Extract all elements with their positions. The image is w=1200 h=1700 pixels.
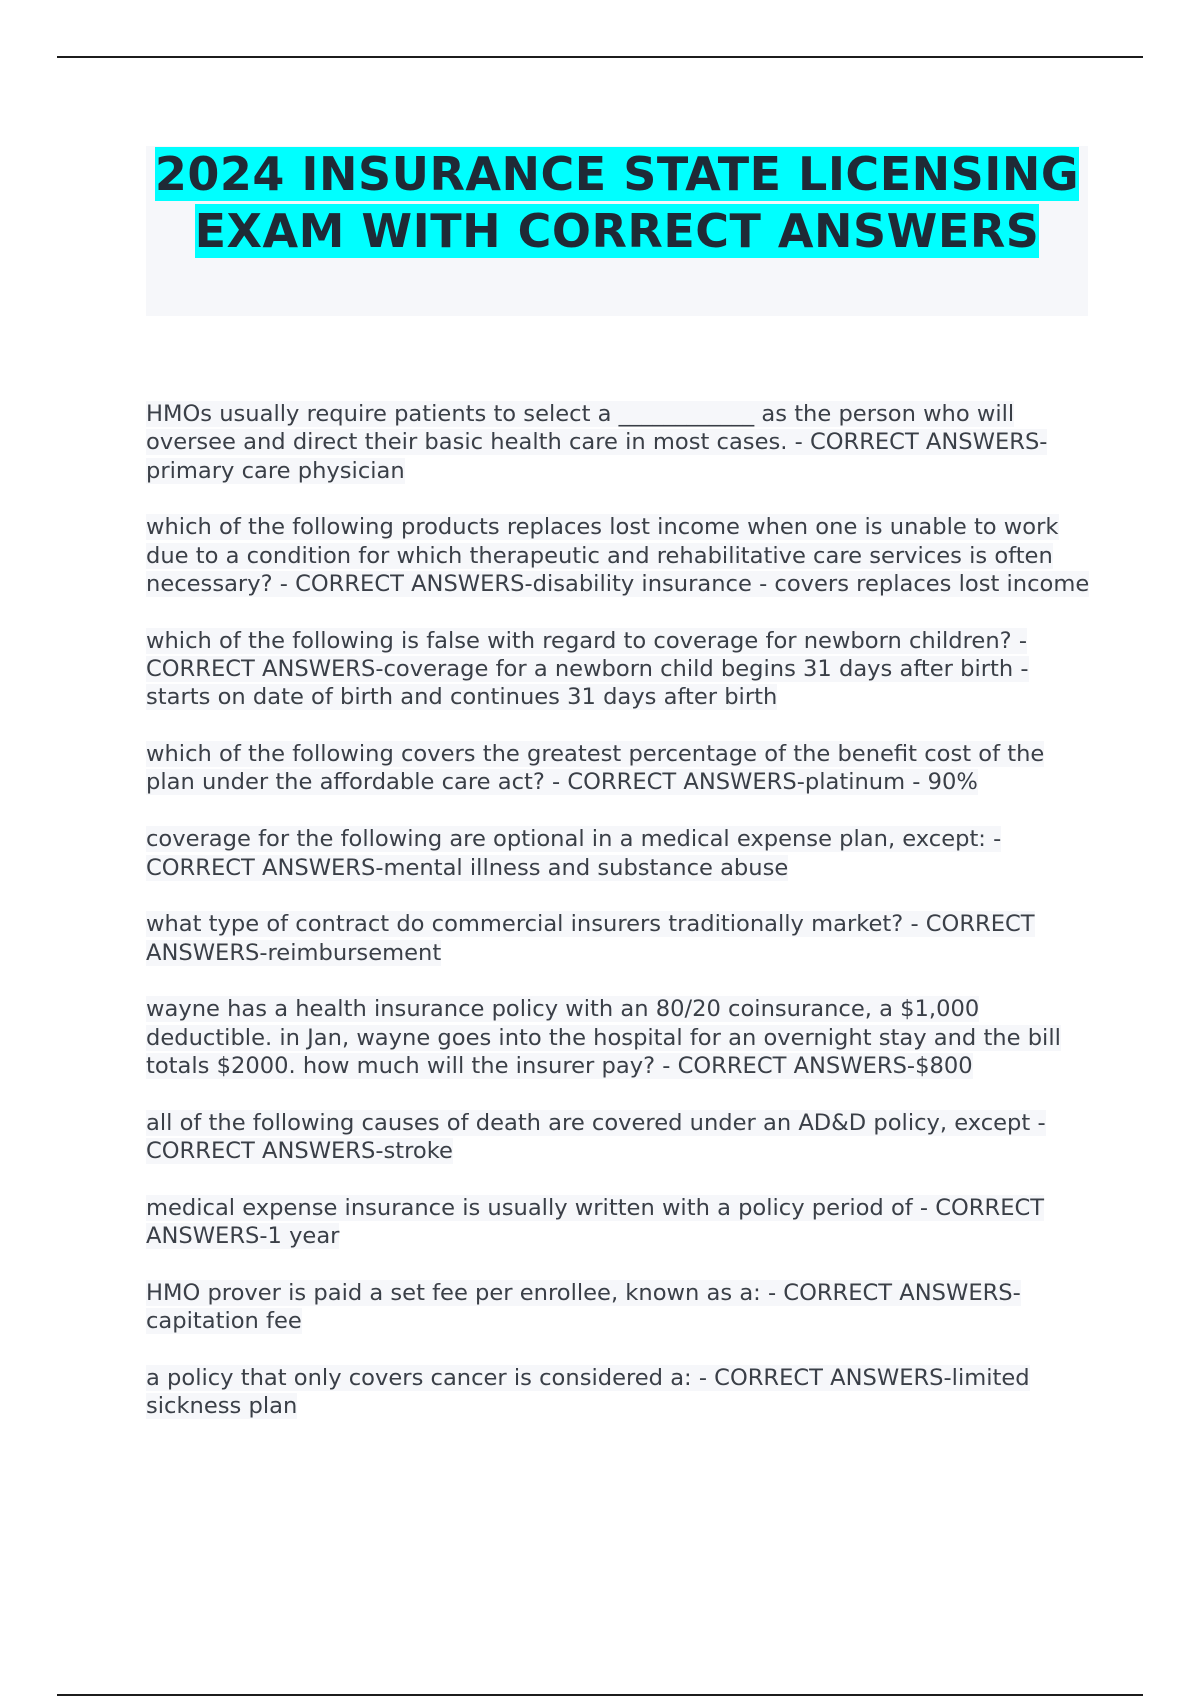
qa-item — [146, 400, 1096, 485]
question-list — [146, 400, 1096, 1449]
title-block — [146, 146, 1088, 316]
qa-item — [146, 740, 1096, 797]
qa-text: what type of contract do commercial insurers traditionally market? - CORRECT ANSWERS-reimbursement — [146, 911, 1035, 966]
qa-item — [146, 1194, 1096, 1251]
qa-text: medical expense insurance is usually written with a policy period of - CORRECT ANSWERS-1 year — [146, 1194, 1045, 1250]
qa-item — [146, 627, 1096, 712]
qa-text: which of the following is false with regard to coverage for newborn children? - CORRECT ANSWERS-coverage for a newborn child begins 31 days after birth - starts on date of birth and continues 31 days after birth — [146, 627, 1029, 711]
qa-item — [146, 995, 1096, 1080]
qa-text: which of the following products replaces lost income when one is unable to work due to a condition for which therapeutic and rehabilitative care services is often necessary? - CORRECT ANSWERS-disability insurance - covers replaces lost income — [146, 514, 1090, 597]
qa-text: wayne has a health insurance policy with an 80/20 coinsurance, a $1,000 deductible. in Jan, wayne goes into the hospital for an overnight stay and the bill totals $2000. how much will the insurer pay? - CORRECT ANSWERS-$800 — [146, 996, 1061, 1080]
qa-text: HMO prover is paid a set fee per enrollee, known as a: - CORRECT ANSWERS-capitation fee — [146, 1280, 1021, 1335]
qa-item — [146, 1279, 1096, 1336]
top-rule — [57, 56, 1143, 58]
qa-item — [146, 1364, 1096, 1421]
qa-text: HMOs usually require patients to select a ____________ as the person who will oversee and direct their basic health care in most cases. - CORRECT ANSWERS-primary care physician — [146, 401, 1048, 484]
qa-item — [146, 825, 1096, 882]
qa-item — [146, 910, 1096, 967]
bottom-rule — [57, 1694, 1143, 1696]
document-title: 2024 INSURANCE STATE LICENSING EXAM WITH CORRECT ANSWERS — [154, 147, 1080, 258]
qa-text: which of the following covers the greatest percentage of the benefit cost of the plan under the affordable care act? - CORRECT ANSWERS-platinum - 90% — [146, 741, 1045, 796]
qa-item — [146, 513, 1096, 598]
qa-text: all of the following causes of death are covered under an AD&D policy, except - CORRECT ANSWERS-stroke — [146, 1109, 1046, 1165]
qa-text: a policy that only covers cancer is considered a: - CORRECT ANSWERS-limited sickness plan — [146, 1365, 1030, 1420]
qa-item — [146, 1109, 1096, 1166]
qa-text: coverage for the following are optional in a medical expense plan, except: - CORRECT ANSWERS-mental illness and substance abuse — [146, 826, 1002, 881]
